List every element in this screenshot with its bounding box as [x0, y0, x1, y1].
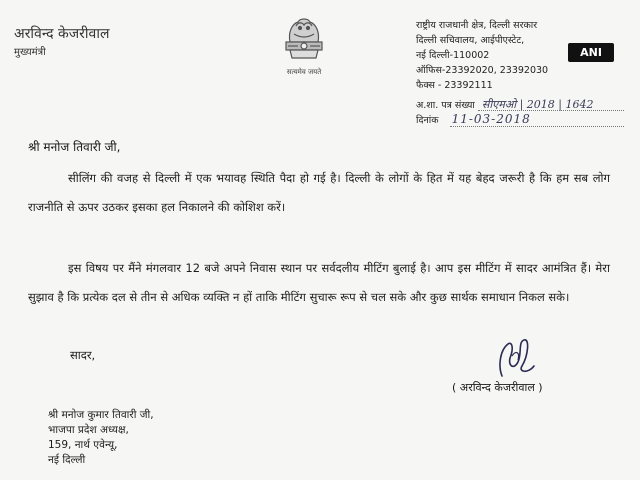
sender-name: अरविन्द केजरीवाल	[14, 26, 110, 42]
date-value: 11-03-2018	[451, 112, 531, 126]
date-label: दिनांक	[416, 115, 439, 126]
sender-title: मुख्यमंत्री	[14, 47, 46, 58]
salutation: श्री मनोज तिवारी जी,	[28, 140, 121, 154]
national-emblem-icon	[276, 12, 332, 64]
letter-date	[416, 112, 531, 126]
closing: सादर,	[70, 348, 96, 362]
recipient-line: नई दिल्ली	[48, 454, 86, 466]
reference-value: सीएमओ | 2018 | 1642	[481, 98, 594, 111]
emblem-motto: सत्यमेव जयते	[286, 68, 322, 76]
body-paragraph: सीलिंग की वजह से दिल्ली में एक भयावह स्थिति पैदा हो गई है। दिल्ली के लोगों के हित में यह बेहद जरूरी है कि हम सब लोग राजनीति से ऊपर उठकर इसका हल निकालने की कोशिश करें।	[28, 171, 610, 214]
signer-name: ( अरविन्द केजरीवाल )	[452, 381, 543, 394]
ani-watermark: ANI	[568, 43, 614, 62]
recipient-line: श्री मनोज कुमार तिवारी जी,	[48, 409, 154, 421]
recipient-line: भाजपा प्रदेश अध्यक्ष,	[48, 424, 129, 436]
address-line: नई दिल्ली-110002	[416, 50, 490, 61]
address-line: ऑफिस-23392020, 23392030	[416, 65, 549, 76]
date-rule	[450, 126, 624, 127]
address-line: फैक्स - 23392111	[416, 80, 493, 91]
recipient-address	[48, 408, 154, 468]
address-line: दिल्ली सचिवालय, आईपीएस्टेट,	[416, 35, 525, 46]
reference-rule	[478, 110, 624, 111]
address-line: राष्ट्रीय राजधानी क्षेत्र, दिल्ली सरकार	[416, 20, 538, 31]
body-paragraph: इस विषय पर मैंने मंगलवार 12 बजे अपने निवास स्थान पर सर्वदलीय मीटिंग बुलाई है। आप इस मीटिंग में सादर आमंत्रित हैं। मेरा सुझाव है कि प्रत्येक दल से तीन से अधिक व्यक्ति न हों ताकि मीटिंग सुचारू रूप से चल सके और कुछ सार्थक समाधान निकल सके।	[28, 261, 610, 304]
letterhead-address	[416, 18, 548, 93]
signature-icon	[488, 336, 548, 380]
recipient-line: 159, नार्थ एवेन्यू,	[48, 439, 118, 451]
reference-label: अ.शा. पत्र संख्या	[416, 100, 475, 111]
